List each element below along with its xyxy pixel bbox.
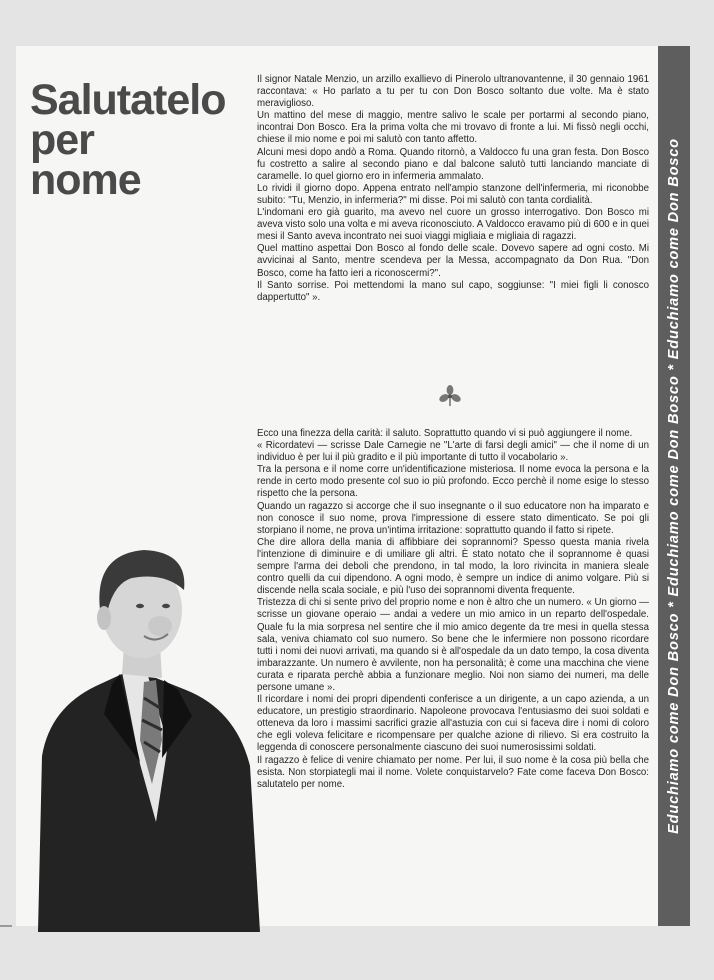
paragraph: Ecco una finezza della carità: il saluto. Soprattutto quando vi si può aggiungere il nome.: [257, 428, 633, 439]
paragraph: Tristezza di chi si sente privo del proprio nome e non è altro che un numero. « Un giorno — scrisse un giovane operaio — andai a vedere un mio amico in un reparto dell'ospedale. Quale fu la mia sorpresa nel sentire che il mio amico degente da tre mesi in quella stessa sala, veniva chiamato col suo numero. So bene che le infermiere non possono ricordare tutti i nomi dei nuovi arrivati, ma quando si è all'ospedale da un dato tempo, la cosa diventa imbarazzante. Un numero è avvilente, non ha personalità; è come una macchina che viene curata e riparata perchè abbia a funzionare meglio. Noi non siamo dei numeri, ma delle persone umane ».: [257, 597, 649, 693]
paragraph: Quando un ragazzo si accorge che il suo insegnante o il suo educatore non ha imparato e non conosce il suo nome, prova l'impressione di essere stato dimenticato. Se poi gli storpiano il nome, ne prova un'intima irritazione: soprattutto quando il fatto si ripete.: [257, 500, 649, 536]
paragraph: Tra la persona e il nome corre un'identificazione misteriosa. Il nome evoca la persona e la rende in certo modo presente col suo io più profondo. Ecco perchè il nome esige lo stesso rispetto che la persona.: [257, 464, 649, 500]
sidebar-band: [658, 46, 690, 926]
magazine-page: [16, 46, 690, 926]
intro-story: [257, 74, 649, 304]
flower-ornament-icon: [438, 384, 462, 408]
page-edge-mark: [0, 925, 12, 927]
article-body: [257, 428, 649, 791]
paragraph: Il ragazzo è felice di venire chiamato per nome. Per lui, il suo nome è la cosa più bella che esista. Non storpiategli mai il nome. Volete conquistarvelo? Fate come faceva Don Bosco: salutatelo per nome.: [257, 754, 649, 790]
title-line: per: [30, 116, 94, 164]
paragraph: Il signor Natale Menzio, un arzillo exallievo di Pinerolo ultranovantenne, il 30 gennaio 1961 raccontava: « Ho parlato a tu per tu con Don Bosco soltanto due volte. Ma è stato meraviglioso.: [257, 74, 649, 110]
sidebar-slogan: Educhiamo come Don Bosco * Educhiamo come Don Bosco * Educhiamo come Don Bosco: [666, 138, 682, 834]
paragraph: Il Santo sorrise. Poi mettendomi la mano sul capo, soggiunse: "I miei figli li conosco dappertutto" ».: [257, 279, 649, 303]
paragraph: Lo rividi il giorno dopo. Appena entrato nell'ampio stanzone dell'infermeria, mi riconobbe subito: "Tu, Menzio, in infermeria?" mi disse. Poi mi salutò con tanta cordialità.: [257, 182, 649, 206]
paragraph: Un mattino del mese di maggio, mentre salivo le scale per portarmi al secondo piano, incontrai Don Bosco. Era la prima volta che mi trovavo di fronte a lui. Mi fissò negli occhi, chiese il mio nome e poi mi salutò con tanto affetto.: [257, 110, 649, 146]
paragraph: L'indomani ero già guarito, ma avevo nel cuore un grosso interrogativo. Don Bosco mi aveva visto solo una volta e mi aveva riconosciuto. A Valdocco eravamo più di 600 e in quei mesi il Santo aveva incontrato nei suoi viaggi migliaia e migliaia di ragazzi.: [257, 207, 649, 243]
photo-figure: [38, 550, 260, 932]
title-line: nome: [30, 156, 141, 204]
paragraph: Che dire allora della mania di affibbiare dei soprannomi? Spesso questa mania rivela l'intenzione di diminuire e di umiliare gli altri. È stato notato che il soprannome è quasi sempre l'arma dei deboli che prendono, in tal modo, la loro rivincita in maniera sleale contro quelli da cui dipendono. A ogni modo, è sempre un indice di animo volgare. Più si discende nella scala sociale, e più l'uso dei soprannomi diventa frequente.: [257, 536, 649, 597]
article-title: [30, 76, 260, 204]
title-line: Salutatelo: [30, 76, 226, 124]
paragraph: Alcuni mesi dopo andò a Roma. Quando ritornò, a Valdocco fu una gran festa. Don Bosco fu costretto a salire al secondo piano e dal balcone salutò tutti lanciando manciate di caramelle. Io quel giorno ero in infermeria ammalato.: [257, 146, 649, 182]
paragraph: Il ricordare i nomi dei propri dipendenti conferisce a un dirigente, a un capo azienda, a un educatore, un prestigio straordinario. Napoleone provocava l'entusiasmo dei suoi soldati e otteneva da loro i massimi sacrifici grazie all'astuzia con cui si faceva dire i nomi di coloro che egli voleva felicitare e ricompensare per qualche azione di rilievo. Si era costruito la leggenda di conoscere personalmente ciascuno dei suoi numerosissimi soldati.: [257, 694, 649, 754]
paragraph: « Ricordatevi — scrisse Dale Carnegie ne "L'arte di farsi degli amici" — che il nome di un individuo è per lui il più gradito e il più importante di tutto il vocabolario ».: [257, 440, 649, 464]
boy-in-suit-photo: [36, 526, 266, 932]
paragraph: Quel mattino aspettai Don Bosco al fondo delle scale. Dovevo sapere ad ogni costo. Mi avvicinai al Santo, mentre scendeva per la Messa, accompagnato da Don Rua. "Don Bosco, come ha fatto ieri a riconoscermi?".: [257, 243, 649, 279]
